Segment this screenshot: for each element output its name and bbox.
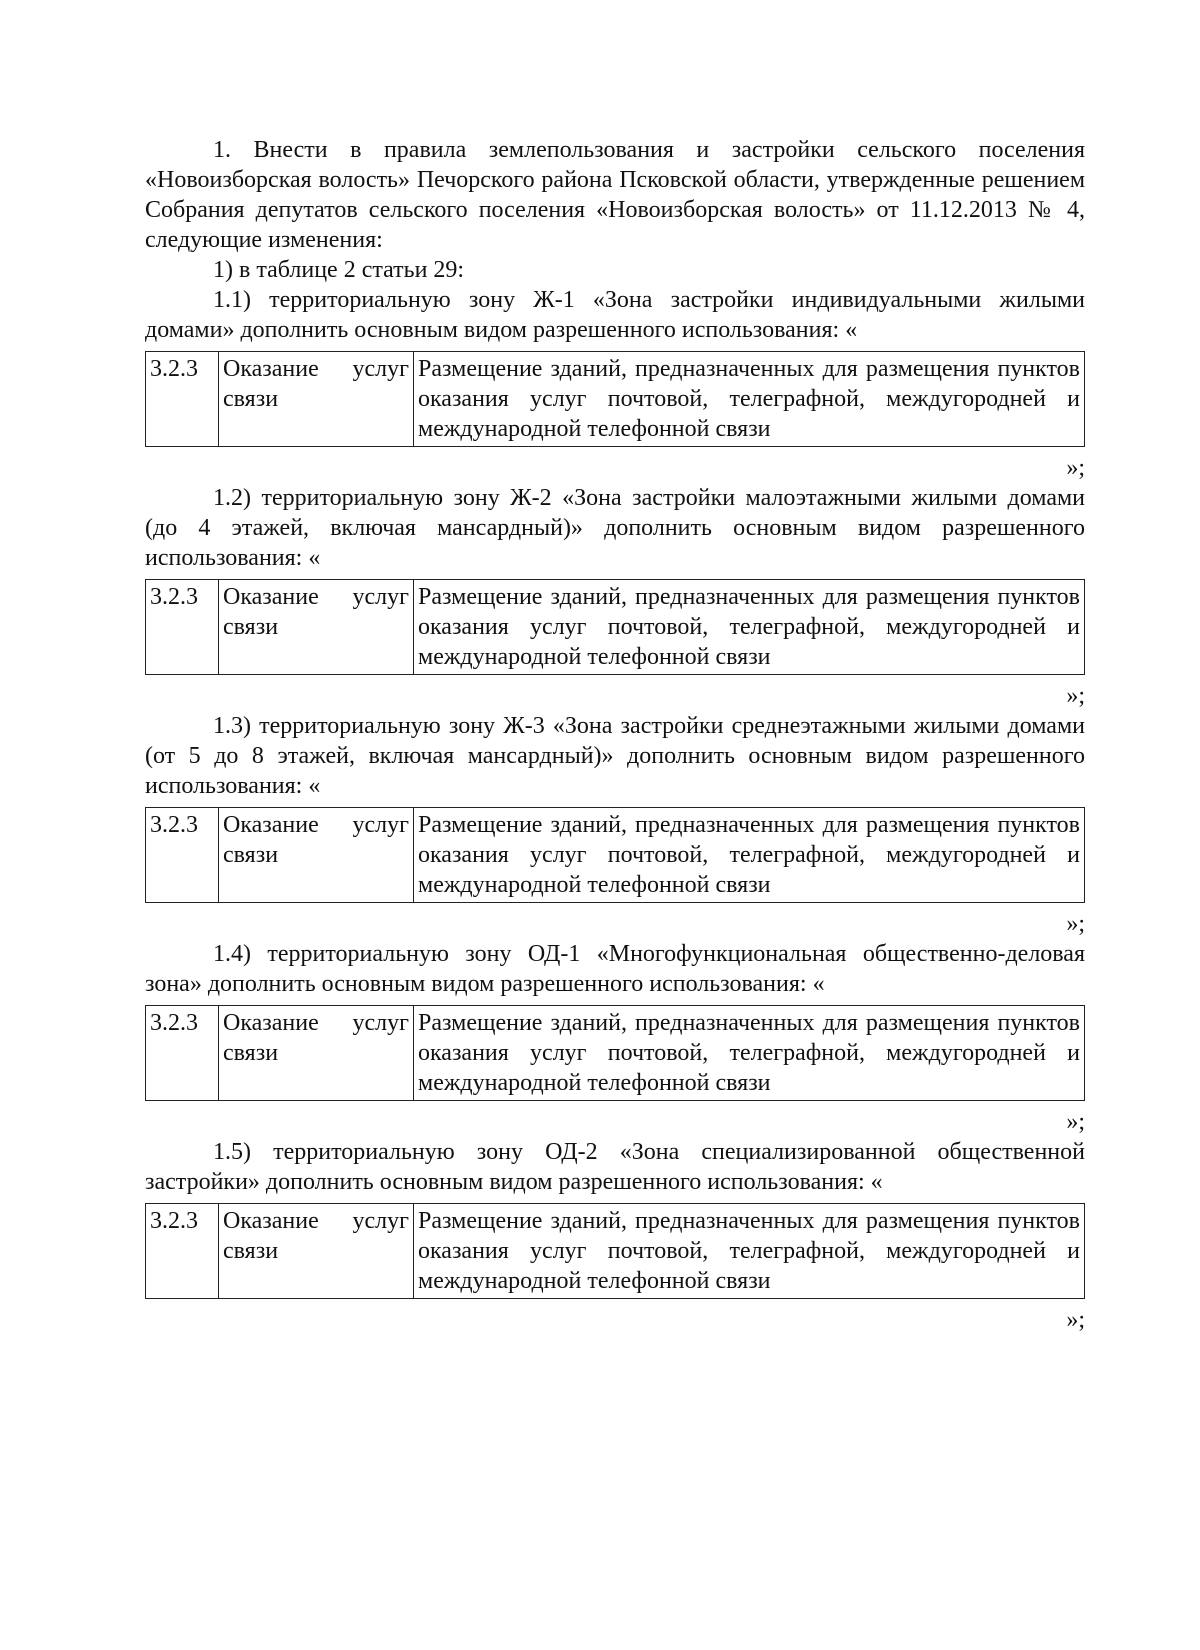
- zone-heading: 1.5) территориальную зону ОД-2 «Зона специализированной общественной застройки» дополнить основным видом разрешенного использования: «: [145, 1139, 1085, 1195]
- use-name: Оказание услуг связи: [219, 808, 414, 903]
- use-name: Оказание услуг связи: [219, 1006, 414, 1101]
- land-use-table: [145, 807, 1085, 903]
- use-name: Оказание услуг связи: [219, 580, 414, 675]
- use-name: Оказание услуг связи: [219, 1204, 414, 1299]
- use-description: Размещение зданий, предназначенных для размещения пунктов оказания услуг почтовой, телеграфной, междугородней и международной телефонной связи: [414, 808, 1085, 903]
- table-reference: 1) в таблице 2 статьи 29:: [213, 257, 465, 283]
- table-row: [146, 352, 1085, 447]
- use-code: 3.2.3: [146, 352, 219, 447]
- use-name: Оказание услуг связи: [219, 352, 414, 447]
- use-description: Размещение зданий, предназначенных для размещения пунктов оказания услуг почтовой, телеграфной, междугородней и международной телефонной связи: [414, 1204, 1085, 1299]
- zone-heading: 1.2) территориальную зону Ж-2 «Зона застройки малоэтажными жилыми домами (до 4 этажей, включая мансардный)» дополнить основным видом разрешенного использования: «: [145, 485, 1085, 571]
- closing-quote: »;: [1066, 1307, 1085, 1333]
- use-description: Размещение зданий, предназначенных для размещения пунктов оказания услуг почтовой, телеграфной, междугородней и международной телефонной связи: [414, 1006, 1085, 1101]
- closing-quote: »;: [1066, 683, 1085, 709]
- land-use-table: [145, 351, 1085, 447]
- zone-heading: 1.4) территориальную зону ОД-1 «Многофункциональная общественно-деловая зона» дополнить основным видом разрешенного использования: «: [145, 941, 1085, 997]
- use-code: 3.2.3: [146, 1204, 219, 1299]
- table-row: [146, 808, 1085, 903]
- zone-heading: 1.1) территориальную зону Ж-1 «Зона застройки индивидуальными жилыми домами» дополнить основным видом разрешенного использования: «: [145, 287, 1085, 343]
- zone-block-zh3: [145, 711, 1085, 939]
- use-description: Размещение зданий, предназначенных для размещения пунктов оказания услуг почтовой, телеграфной, междугородней и международной телефонной связи: [414, 352, 1085, 447]
- use-code: 3.2.3: [146, 1006, 219, 1101]
- closing-quote: »;: [1066, 911, 1085, 937]
- use-code: 3.2.3: [146, 580, 219, 675]
- zone-block-zh2: [145, 483, 1085, 711]
- table-row: [146, 580, 1085, 675]
- zone-heading: 1.3) территориальную зону Ж-3 «Зона застройки среднеэтажными жилыми домами (от 5 до 8 этажей, включая мансардный)» дополнить основным видом разрешенного использования: «: [145, 713, 1085, 799]
- zone-block-zh1: [145, 285, 1085, 483]
- land-use-table: [145, 1005, 1085, 1101]
- closing-quote: »;: [1066, 455, 1085, 481]
- table-row: [146, 1204, 1085, 1299]
- land-use-table: [145, 579, 1085, 675]
- use-code: 3.2.3: [146, 808, 219, 903]
- intro-paragraph: 1. Внести в правила землепользования и застройки сельского поселения «Новоизборская волость» Печорского района Псковской области, утвержденные решением Собрания депутатов сельского поселения «Новоизборская волость» от 11.12.2013 № 4, следующие изменения:: [145, 137, 1085, 253]
- zone-block-od2: [145, 1137, 1085, 1335]
- closing-quote: »;: [1066, 1109, 1085, 1135]
- use-description: Размещение зданий, предназначенных для размещения пунктов оказания услуг почтовой, телеграфной, междугородней и международной телефонной связи: [414, 580, 1085, 675]
- table-row: [146, 1006, 1085, 1101]
- zone-block-od1: [145, 939, 1085, 1137]
- land-use-table: [145, 1203, 1085, 1299]
